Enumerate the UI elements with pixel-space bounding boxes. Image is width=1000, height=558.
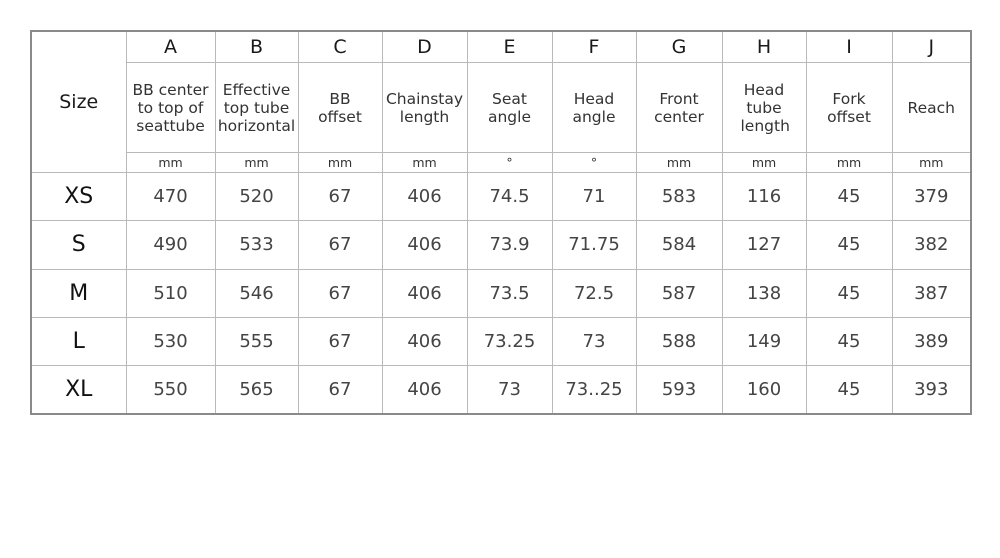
value-cell: 45 <box>806 317 892 365</box>
value-cell: 71.75 <box>552 221 636 269</box>
value-cell: 393 <box>892 366 971 414</box>
value-cell: 67 <box>298 173 382 221</box>
column-letter-row <box>31 31 971 63</box>
parameter-label: Head angle <box>552 63 636 153</box>
value-cell: 406 <box>382 317 467 365</box>
column-letter: G <box>636 31 722 63</box>
value-cell: 71 <box>552 173 636 221</box>
table-row <box>31 366 971 414</box>
value-cell: 67 <box>298 366 382 414</box>
unit-label: mm <box>126 153 215 173</box>
parameter-label: Head tube length <box>722 63 806 153</box>
value-cell: 127 <box>722 221 806 269</box>
unit-label: mm <box>298 153 382 173</box>
parameter-label: Fork offset <box>806 63 892 153</box>
column-letter: C <box>298 31 382 63</box>
parameter-label-row <box>31 63 971 153</box>
parameter-label: BB offset <box>298 63 382 153</box>
column-letter: F <box>552 31 636 63</box>
column-letter: E <box>467 31 552 63</box>
column-letter: I <box>806 31 892 63</box>
column-letter: D <box>382 31 467 63</box>
value-cell: 74.5 <box>467 173 552 221</box>
value-cell: 588 <box>636 317 722 365</box>
value-cell: 530 <box>126 317 215 365</box>
unit-label: mm <box>382 153 467 173</box>
value-cell: 593 <box>636 366 722 414</box>
column-letter: H <box>722 31 806 63</box>
value-cell: 73.5 <box>467 269 552 317</box>
value-cell: 389 <box>892 317 971 365</box>
value-cell: 490 <box>126 221 215 269</box>
value-cell: 379 <box>892 173 971 221</box>
parameter-label: Front center <box>636 63 722 153</box>
unit-label: mm <box>806 153 892 173</box>
value-cell: 67 <box>298 317 382 365</box>
unit-row <box>31 153 971 173</box>
value-cell: 73..25 <box>552 366 636 414</box>
unit-label: mm <box>722 153 806 173</box>
value-cell: 406 <box>382 173 467 221</box>
size-label: M <box>31 269 126 317</box>
value-cell: 67 <box>298 269 382 317</box>
unit-label: ° <box>552 153 636 173</box>
table-row <box>31 269 971 317</box>
unit-label: mm <box>215 153 298 173</box>
value-cell: 149 <box>722 317 806 365</box>
value-cell: 67 <box>298 221 382 269</box>
value-cell: 510 <box>126 269 215 317</box>
value-cell: 565 <box>215 366 298 414</box>
value-cell: 387 <box>892 269 971 317</box>
value-cell: 138 <box>722 269 806 317</box>
size-label: XS <box>31 173 126 221</box>
value-cell: 45 <box>806 366 892 414</box>
value-cell: 533 <box>215 221 298 269</box>
value-cell: 160 <box>722 366 806 414</box>
size-header: Size <box>31 31 126 173</box>
parameter-label: BB center to top of seattube <box>126 63 215 153</box>
value-cell: 546 <box>215 269 298 317</box>
column-letter: A <box>126 31 215 63</box>
parameter-label: Chainstay length <box>382 63 467 153</box>
value-cell: 406 <box>382 366 467 414</box>
value-cell: 72.5 <box>552 269 636 317</box>
value-cell: 382 <box>892 221 971 269</box>
value-cell: 584 <box>636 221 722 269</box>
size-label: S <box>31 221 126 269</box>
parameter-label: Reach <box>892 63 971 153</box>
value-cell: 116 <box>722 173 806 221</box>
value-cell: 406 <box>382 269 467 317</box>
value-cell: 470 <box>126 173 215 221</box>
value-cell: 406 <box>382 221 467 269</box>
table-row <box>31 173 971 221</box>
value-cell: 73.9 <box>467 221 552 269</box>
unit-label: mm <box>892 153 971 173</box>
table-row <box>31 221 971 269</box>
column-letter: J <box>892 31 971 63</box>
value-cell: 587 <box>636 269 722 317</box>
size-label: L <box>31 317 126 365</box>
geometry-table <box>30 30 972 415</box>
table-row <box>31 317 971 365</box>
value-cell: 583 <box>636 173 722 221</box>
column-letter: B <box>215 31 298 63</box>
value-cell: 45 <box>806 221 892 269</box>
unit-label: mm <box>636 153 722 173</box>
value-cell: 73.25 <box>467 317 552 365</box>
value-cell: 555 <box>215 317 298 365</box>
value-cell: 520 <box>215 173 298 221</box>
value-cell: 550 <box>126 366 215 414</box>
size-label: XL <box>31 366 126 414</box>
unit-label: ° <box>467 153 552 173</box>
value-cell: 45 <box>806 173 892 221</box>
parameter-label: Effective top tube horizontal <box>215 63 298 153</box>
value-cell: 45 <box>806 269 892 317</box>
size-rows <box>31 173 971 415</box>
value-cell: 73 <box>552 317 636 365</box>
parameter-label: Seat angle <box>467 63 552 153</box>
value-cell: 73 <box>467 366 552 414</box>
